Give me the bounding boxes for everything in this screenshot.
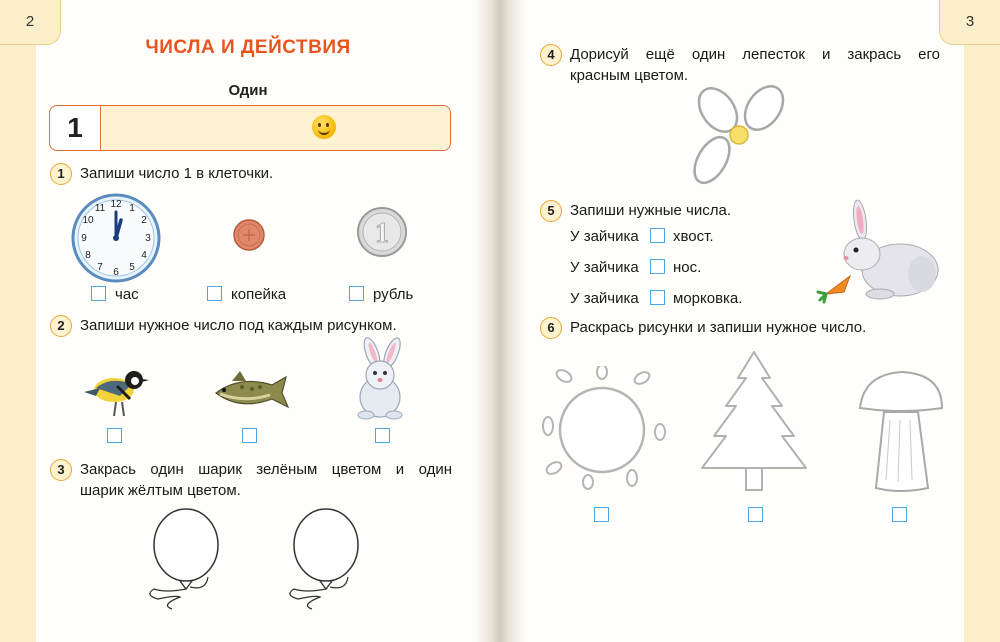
task-5-line2-suffix: нос.	[673, 259, 702, 276]
task-5-badge: 5	[540, 200, 562, 222]
task-5-line3-suffix: морковка.	[673, 290, 743, 307]
task-5-line2-prefix: У зайчика	[570, 259, 639, 276]
clock-number: 8	[85, 250, 91, 261]
flower-icon	[686, 84, 796, 188]
task-1-text: Запиши число 1 в клеточки.	[80, 165, 274, 182]
task-3-text-line1: Закрась один шарик зелёным цветом и один	[80, 461, 452, 478]
left-margin-band	[0, 0, 36, 642]
clock-number: 10	[82, 215, 94, 226]
titmouse-icon	[80, 366, 150, 420]
right-page	[526, 0, 1000, 642]
smiley-icon	[312, 115, 336, 139]
ruble-coin-icon	[356, 206, 408, 258]
task-5-line1-suffix: хвост.	[673, 228, 714, 245]
page-number-left: 2	[0, 0, 61, 45]
svg-text:1: 1	[375, 218, 389, 249]
clock-number: 1	[129, 203, 135, 214]
carrot-icon	[816, 270, 856, 304]
rabbit-icon	[346, 337, 418, 421]
answer-box-ruble[interactable]	[349, 286, 364, 301]
number-card-digit: 1	[50, 106, 101, 150]
pike-fish-icon	[210, 363, 290, 419]
task-6-badge: 6	[540, 317, 562, 339]
task-3-badge: 3	[50, 459, 72, 481]
task-2-text: Запиши нужное число под каждым рисунком.	[80, 317, 397, 334]
page-title: ЧИСЛА И ДЕЙСТВИЯ	[145, 37, 351, 58]
clock-number: 4	[141, 250, 147, 261]
answer-box-kopeck[interactable]	[207, 286, 222, 301]
page-number-right: 3	[939, 0, 1000, 45]
task-3-text-line2: шарик жёлтым цветом.	[80, 482, 241, 499]
task-5-line1-prefix: У зайчика	[570, 228, 639, 245]
clock-number: 9	[81, 233, 87, 244]
task-2-badge: 2	[50, 315, 72, 337]
section-subtitle: Один	[228, 82, 268, 99]
answer-box-sun[interactable]	[594, 507, 609, 522]
answer-box-fish[interactable]	[242, 428, 257, 443]
answer-box-nose[interactable]	[650, 259, 665, 274]
fir-tree-icon	[694, 350, 814, 495]
task-6-text: Раскрась рисунки и запиши нужное число.	[570, 319, 867, 336]
left-page	[0, 0, 474, 642]
clock-number: 11	[94, 203, 106, 214]
answer-box-rabbit[interactable]	[375, 428, 390, 443]
copper-coin-icon	[232, 218, 266, 252]
label-kopeck: копейка	[231, 286, 287, 303]
mushroom-icon	[856, 368, 946, 494]
clock-number: 5	[129, 262, 135, 273]
answer-box-carrot[interactable]	[650, 290, 665, 305]
task-1-badge: 1	[50, 163, 72, 185]
clock-number: 2	[141, 215, 147, 226]
number-card	[49, 105, 451, 151]
answer-box-tail[interactable]	[650, 228, 665, 243]
book-gutter	[474, 0, 526, 642]
label-clock: час	[115, 286, 139, 303]
balloon-icon	[276, 505, 396, 630]
task-4-text-line1: Дорисуй ещё один лепесток и закрась его	[570, 46, 940, 63]
label-ruble: рубль	[373, 286, 414, 303]
task-5-text: Запиши нужные числа.	[570, 202, 732, 219]
task-4-badge: 4	[540, 44, 562, 66]
task-5-line3-prefix: У зайчика	[570, 290, 639, 307]
clock-number: 3	[145, 233, 151, 244]
clock-number: 12	[110, 199, 122, 210]
balloon-icon	[136, 505, 256, 630]
task-4-text-line2: красным цветом.	[570, 67, 689, 84]
clock-number: 6	[113, 267, 119, 278]
answer-box-tree[interactable]	[748, 507, 763, 522]
clock-icon	[70, 192, 162, 284]
answer-box-mushroom[interactable]	[892, 507, 907, 522]
right-margin-band	[964, 0, 1000, 642]
answer-box-clock[interactable]	[91, 286, 106, 301]
sun-icon	[538, 366, 670, 492]
answer-box-bird[interactable]	[107, 428, 122, 443]
clock-number: 7	[97, 262, 103, 273]
number-card-cell[interactable]	[102, 106, 450, 150]
